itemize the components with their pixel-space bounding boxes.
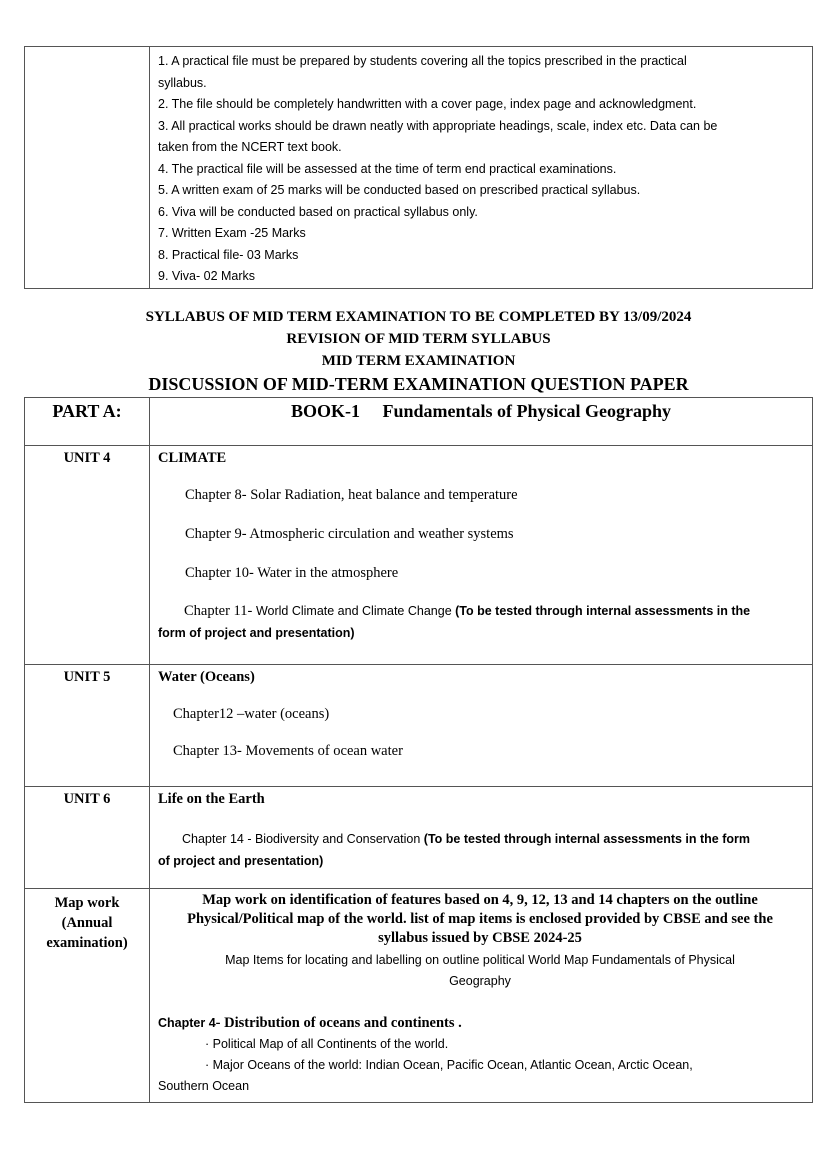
- chapter-4-prefix: Chapter 4: [158, 1016, 216, 1030]
- instruction-line: 1. A practical file must be prepared by students covering all the topics prescribed in the practical: [158, 54, 687, 68]
- instruction-line: 2. The file should be completely handwritten with a cover page, index page and acknowledgment.: [158, 97, 697, 111]
- instruction-line: 9. Viva- 02 Marks: [158, 269, 256, 283]
- chapter-11-note: (To be tested through internal assessments in the: [455, 604, 751, 618]
- chapter-11: [158, 600, 812, 644]
- unit-6-label: UNIT 6: [25, 787, 150, 889]
- instruction-line: 4. The practical file will be assessed at the time of term end practical examinations.: [158, 161, 617, 176]
- map-items-line: Geography: [449, 974, 511, 988]
- instruction-line: taken from the NCERT text book.: [158, 140, 342, 154]
- map-work-label-line: examination): [46, 935, 128, 951]
- map-work-row: [25, 889, 813, 1103]
- heading-revision: REVISION OF MID TERM SYLLABUS: [286, 331, 551, 347]
- unit-5-label: UNIT 5: [25, 665, 150, 787]
- chapter-14-note-cont: of project and presentation): [158, 854, 324, 868]
- chapter-12: Chapter12 –water (oceans): [173, 706, 330, 722]
- chapter-14-note: (To be tested through internal assessments in the form: [423, 832, 751, 846]
- map-items-line: Map Items for locating and labelling on outline political World Map Fundamentals of Physical: [225, 953, 735, 967]
- unit-6-title: Life on the Earth: [158, 791, 265, 807]
- map-work-label-line: Map work: [54, 895, 120, 911]
- instruction-line: syllabus.: [158, 75, 207, 90]
- map-work-heading-line: Physical/Political map of the world. list of map items is enclosed provided by CBSE and see the: [187, 911, 773, 927]
- instruction-line: 6. Viva will be conducted based on practical syllabus only.: [158, 204, 478, 219]
- unit-4-label: UNIT 4: [25, 446, 150, 665]
- chapter-9: Chapter 9- Atmospheric circulation and weather systems: [185, 526, 514, 542]
- syllabus-table: [24, 397, 813, 1103]
- map-bullet: · Political Map of all Continents of the world.: [205, 1037, 449, 1051]
- practical-instructions-table: [24, 46, 813, 289]
- instruction-line: 8. Practical file- 03 Marks: [158, 247, 299, 262]
- map-work-heading-line: syllabus issued by CBSE 2024-25: [378, 930, 582, 946]
- unit-5-row: [25, 665, 813, 787]
- map-work-label-line: (Annual: [61, 915, 113, 931]
- chapter-13: Chapter 13- Movements of ocean water: [173, 743, 403, 759]
- book-title: BOOK-1 Fundamentals of Physical Geography: [150, 398, 813, 446]
- map-bullet: · Major Oceans of the world: Indian Ocean, Pacific Ocean, Atlantic Ocean, Arctic Ocean,: [205, 1058, 693, 1072]
- heading-discussion: DISCUSSION OF MID-TERM EXAMINATION QUESTION PAPER: [148, 374, 689, 394]
- map-bullet-cont: Southern Ocean: [158, 1079, 250, 1093]
- unit-5-title: Water (Oceans): [158, 669, 255, 685]
- chapter-14: [158, 828, 812, 872]
- chapter-4-title: - Distribution of oceans and continents .: [215, 1015, 462, 1031]
- map-work-content: [150, 889, 813, 1103]
- part-a-label: PART A:: [25, 398, 150, 446]
- instruction-line: 7. Written Exam -25 Marks: [158, 226, 306, 240]
- section-headings: [24, 306, 813, 396]
- chapter-10: Chapter 10- Water in the atmosphere: [185, 565, 399, 581]
- heading-syllabus: SYLLABUS OF MID TERM EXAMINATION TO BE COMPLETED BY 13/09/2024: [145, 309, 692, 325]
- heading-midterm: MID TERM EXAMINATION: [321, 353, 516, 369]
- map-work-label: [25, 889, 150, 1103]
- chapter-11-title: World Climate and Climate Change: [255, 604, 456, 618]
- instructions-cell: [150, 47, 813, 289]
- unit-4-row: [25, 446, 813, 665]
- chapter-8: Chapter 8- Solar Radiation, heat balance and temperature: [185, 487, 518, 503]
- unit-6-row: [25, 787, 813, 889]
- instruction-line: 5. A written exam of 25 marks will be conducted based on prescribed practical syllabus.: [158, 183, 641, 197]
- chapter-14-title: Chapter 14 - Biodiversity and Conservation: [182, 832, 424, 846]
- unit-4-title: CLIMATE: [158, 450, 227, 466]
- chapter-11-prefix: Chapter 11-: [184, 603, 256, 619]
- chapter-11-note-cont: form of project and presentation): [158, 626, 355, 640]
- instruction-line: 3. All practical works should be drawn neatly with appropriate headings, scale, index etc. Data can be: [158, 118, 718, 133]
- map-work-heading-line: Map work on identification of features based on 4, 9, 12, 13 and 14 chapters on the outline: [202, 892, 758, 908]
- empty-cell: [25, 47, 150, 289]
- chapter-4-heading: [158, 1012, 802, 1034]
